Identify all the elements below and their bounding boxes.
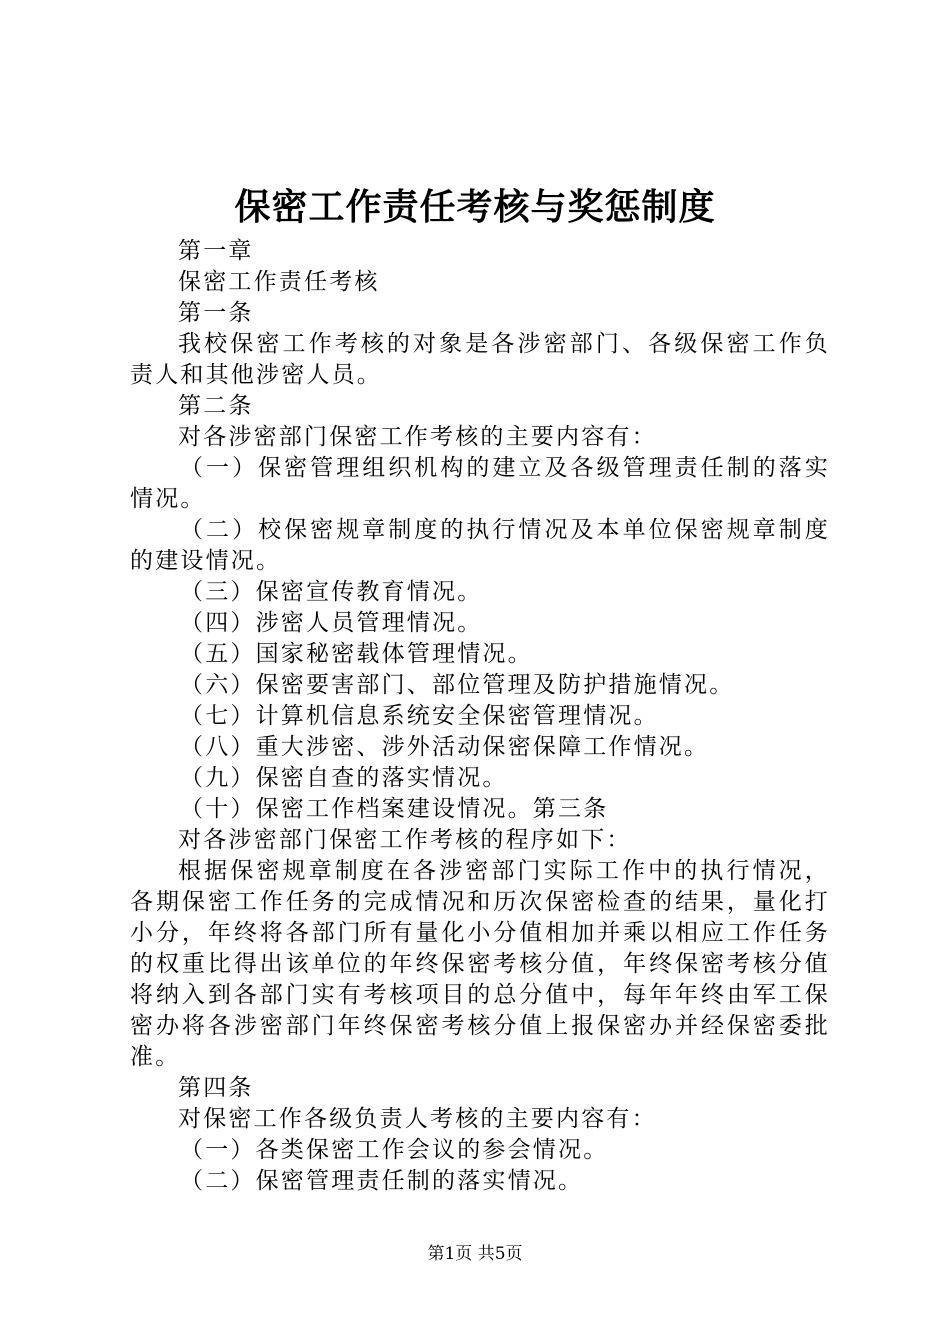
body-paragraph: 我校保密工作考核的对象是各涉密部门、各级保密工作负责人和其他涉密人员。 (130, 331, 830, 388)
list-item: （五）国家秘密载体管理情况。 (180, 641, 533, 667)
list-item: （三）保密宣传教育情况。 (180, 579, 483, 605)
list-item: （六）保密要害部门、部位管理及防护措施情况。 (180, 672, 735, 698)
list-item: （四）涉密人员管理情况。 (180, 610, 483, 636)
article-heading: 第一条 (178, 300, 254, 326)
list-item: （十）保密工作档案建设情况。第三条 (180, 796, 609, 822)
list-item: （九）保密自查的落实情况。 (180, 765, 508, 791)
page-number: 第1页 共5页 (427, 1244, 523, 1264)
list-item: （一）各类保密工作会议的参会情况。 (180, 1137, 609, 1163)
article-heading: 第二条 (178, 393, 254, 419)
chapter-title: 保密工作责任考核 (178, 269, 380, 295)
chapter-heading: 第一章 (178, 238, 254, 264)
document-title: 保密工作责任考核与奖惩制度 (234, 186, 716, 228)
body-paragraph: 对各涉密部门保密工作考核的主要内容有： (178, 424, 657, 450)
body-paragraph: 对各涉密部门保密工作考核的程序如下： (178, 827, 632, 853)
list-item: （一）保密管理组织机构的建立及各级管理责任制的落实情况。 (130, 455, 830, 512)
article-heading: 第四条 (178, 1075, 254, 1101)
list-item: （二）校保密规章制度的执行情况及本单位保密规章制度的建设情况。 (130, 517, 830, 574)
body-paragraph: 根据保密规章制度在各涉密部门实际工作中的执行情况，各期保密工作任务的完成情况和历次保密检查的结果，量化打小分，年终将各部门所有量化小分值相加并乘以相应工作任务的权重比得出该单位的年终保密考核分值，年终保密考核分值将纳入到各部门实有考核项目的总分值中，每年年终由军工保密办将各涉密部门年终保密考核分值上报保密办并经保密委批准。 (130, 858, 830, 1070)
list-item: （八）重大涉密、涉外活动保密保障工作情况。 (180, 734, 710, 760)
document-body (130, 236, 830, 1197)
list-item: （二）保密管理责任制的落实情况。 (180, 1168, 584, 1194)
list-item: （七）计算机信息系统安全保密管理情况。 (180, 703, 659, 729)
body-paragraph: 对保密工作各级负责人考核的主要内容有： (178, 1106, 657, 1132)
